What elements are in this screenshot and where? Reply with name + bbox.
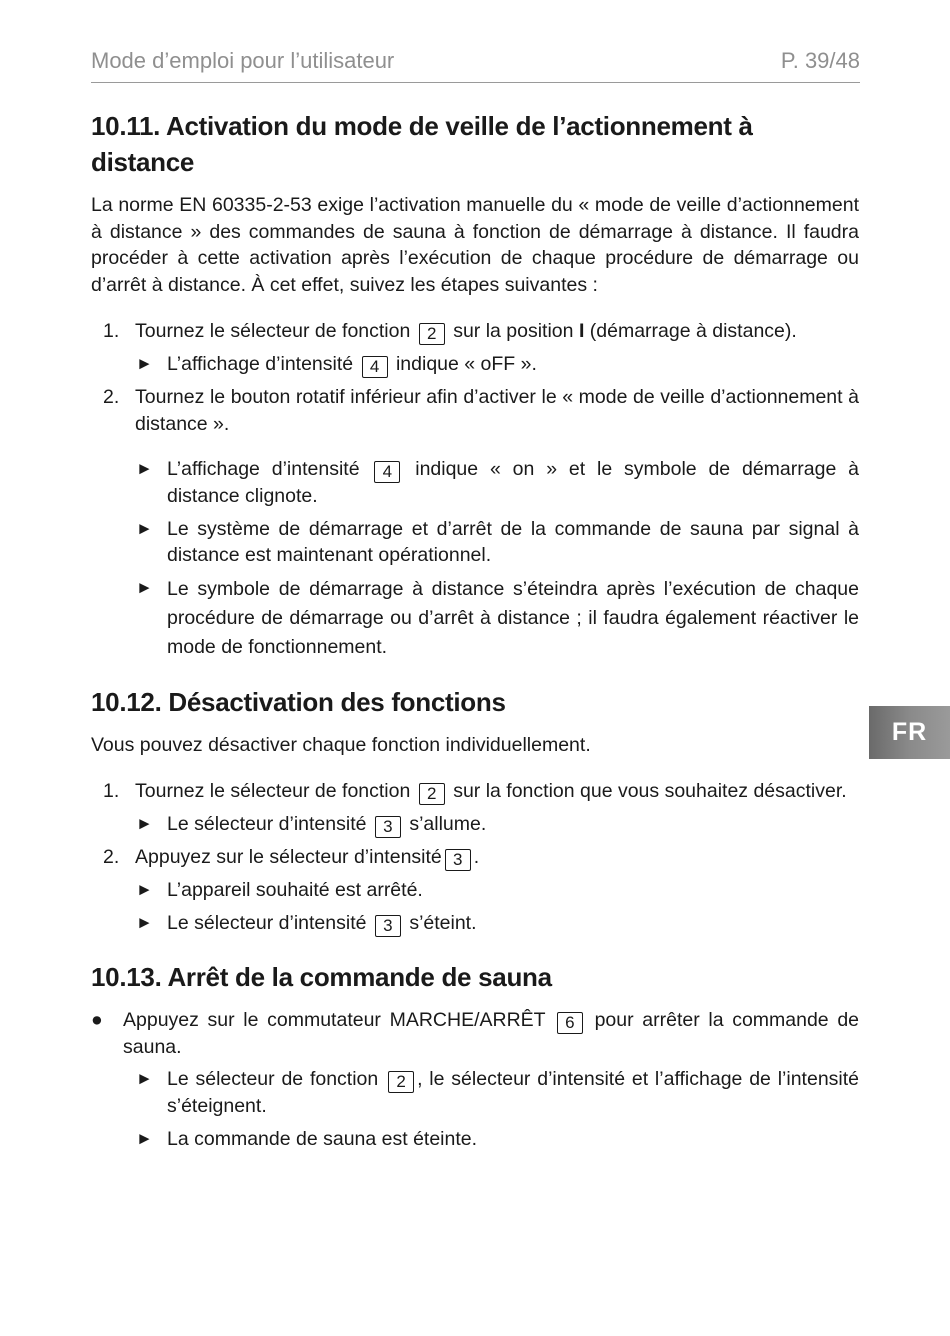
list-item-bullet: ● Appuyez sur le commutateur MARCHE/ARRÊT 6 pour arrêter la commande de sauna. — [91, 1008, 860, 1058]
step-number: 1. — [103, 320, 120, 342]
reference-number-box: 3 — [445, 849, 471, 871]
list-item-step: 1. Tournez le sélecteur de fonction 2 sur la fonction que vous souhaitez désactiver. — [103, 780, 847, 803]
result-item: ► L’affichage d’intensité 4 indique « oFF ». — [136, 353, 537, 376]
step-number: 2. — [103, 846, 120, 868]
list-item-step: 1. Tournez le sélecteur de fonction 2 sur la position I (démarrage à distance). — [103, 320, 797, 343]
result-item: ► Le sélecteur de fonction 2 , le sélecteur d’intensité et l’affichage de l’intensité s’éteignent. — [136, 1068, 860, 1117]
bullet-list — [91, 1007, 859, 1153]
result-item: ► La commande de sauna est éteinte. — [91, 1126, 859, 1153]
reference-number-box: 3 — [375, 915, 401, 937]
language-tab-fr: FR — [869, 706, 950, 759]
result-arrow-icon: ► — [136, 577, 153, 597]
section-intro: Vous pouvez désactiver chaque fonction individuellement. — [91, 733, 591, 756]
result-arrow-icon: ► — [136, 459, 153, 478]
list-item-step: 2. Tournez le bouton rotatif inférieur afin d’activer le « mode de veille d’actionnement à distance ». — [103, 386, 859, 435]
reference-number-box: 2 — [419, 323, 445, 345]
page-content — [91, 108, 859, 1152]
reference-number-box: 4 — [362, 356, 388, 378]
reference-number-box: 2 — [419, 783, 445, 805]
result-arrow-icon: ► — [136, 518, 153, 538]
list-item-step: 2. Appuyez sur le sélecteur d’intensité 3 . — [103, 846, 480, 869]
reference-number-box: 6 — [557, 1012, 583, 1034]
section-heading-10-13: 10.13. Arrêt de la commande de sauna — [91, 961, 552, 992]
result-item: ► Le système de démarrage et d’arrêt de la commande de sauna par signal à distance est maintenant opérationnel. — [136, 517, 859, 566]
reference-number-box: 4 — [374, 461, 400, 483]
result-item: ► L’affichage d’intensité 4 indique « on » et le symbole de démarrage à distance clignote. — [136, 458, 859, 507]
bullet-dot-icon: ● — [91, 1008, 103, 1031]
step-number: 1. — [103, 780, 120, 802]
result-arrow-icon: ► — [136, 880, 153, 899]
steps-list — [91, 318, 859, 662]
reference-number-box: 3 — [375, 816, 401, 838]
page-header — [91, 48, 860, 83]
result-item: ► L’appareil souhaité est arrêté. — [91, 877, 859, 904]
section-intro: La norme EN 60335-2-53 exige l’activation manuelle du « mode de veille d’actionnement à distance » des commandes de sauna à fonction de démarrage à distance. Il faudra procéder à cette activation après l’exécution de chaque procédure de démarrage ou d’arrêt à distance. À cet effet, suivez les étapes suivantes : — [91, 194, 859, 296]
page-number: P. 39/48 — [780, 48, 860, 73]
result-item: ► Le sélecteur d’intensité 3 s’éteint. — [136, 911, 477, 935]
reference-number-box: 2 — [388, 1071, 414, 1093]
result-arrow-icon: ► — [136, 1128, 153, 1148]
result-arrow-icon: ► — [136, 912, 153, 932]
result-arrow-icon: ► — [136, 1069, 153, 1088]
steps-list — [91, 778, 859, 937]
result-arrow-icon: ► — [136, 354, 153, 373]
result-item: ► Le sélecteur d’intensité 3 s’allume. — [136, 813, 487, 836]
step-number: 2. — [103, 386, 120, 408]
document-title: Mode d’emploi pour l’utilisateur — [91, 48, 395, 73]
result-item: ► Le symbole de démarrage à distance s’éteindra après l’exécution de chaque procédure de démarrage ou d’arrêt à distance ; il faudra également réactiver le mode de fonctionnement. — [91, 575, 859, 662]
section-heading-10-11: 10.11. Activation du mode de veille de l’actionnement à distance — [91, 111, 753, 177]
result-arrow-icon: ► — [136, 814, 153, 833]
section-heading-10-12: 10.12. Désactivation des fonctions — [91, 686, 506, 717]
